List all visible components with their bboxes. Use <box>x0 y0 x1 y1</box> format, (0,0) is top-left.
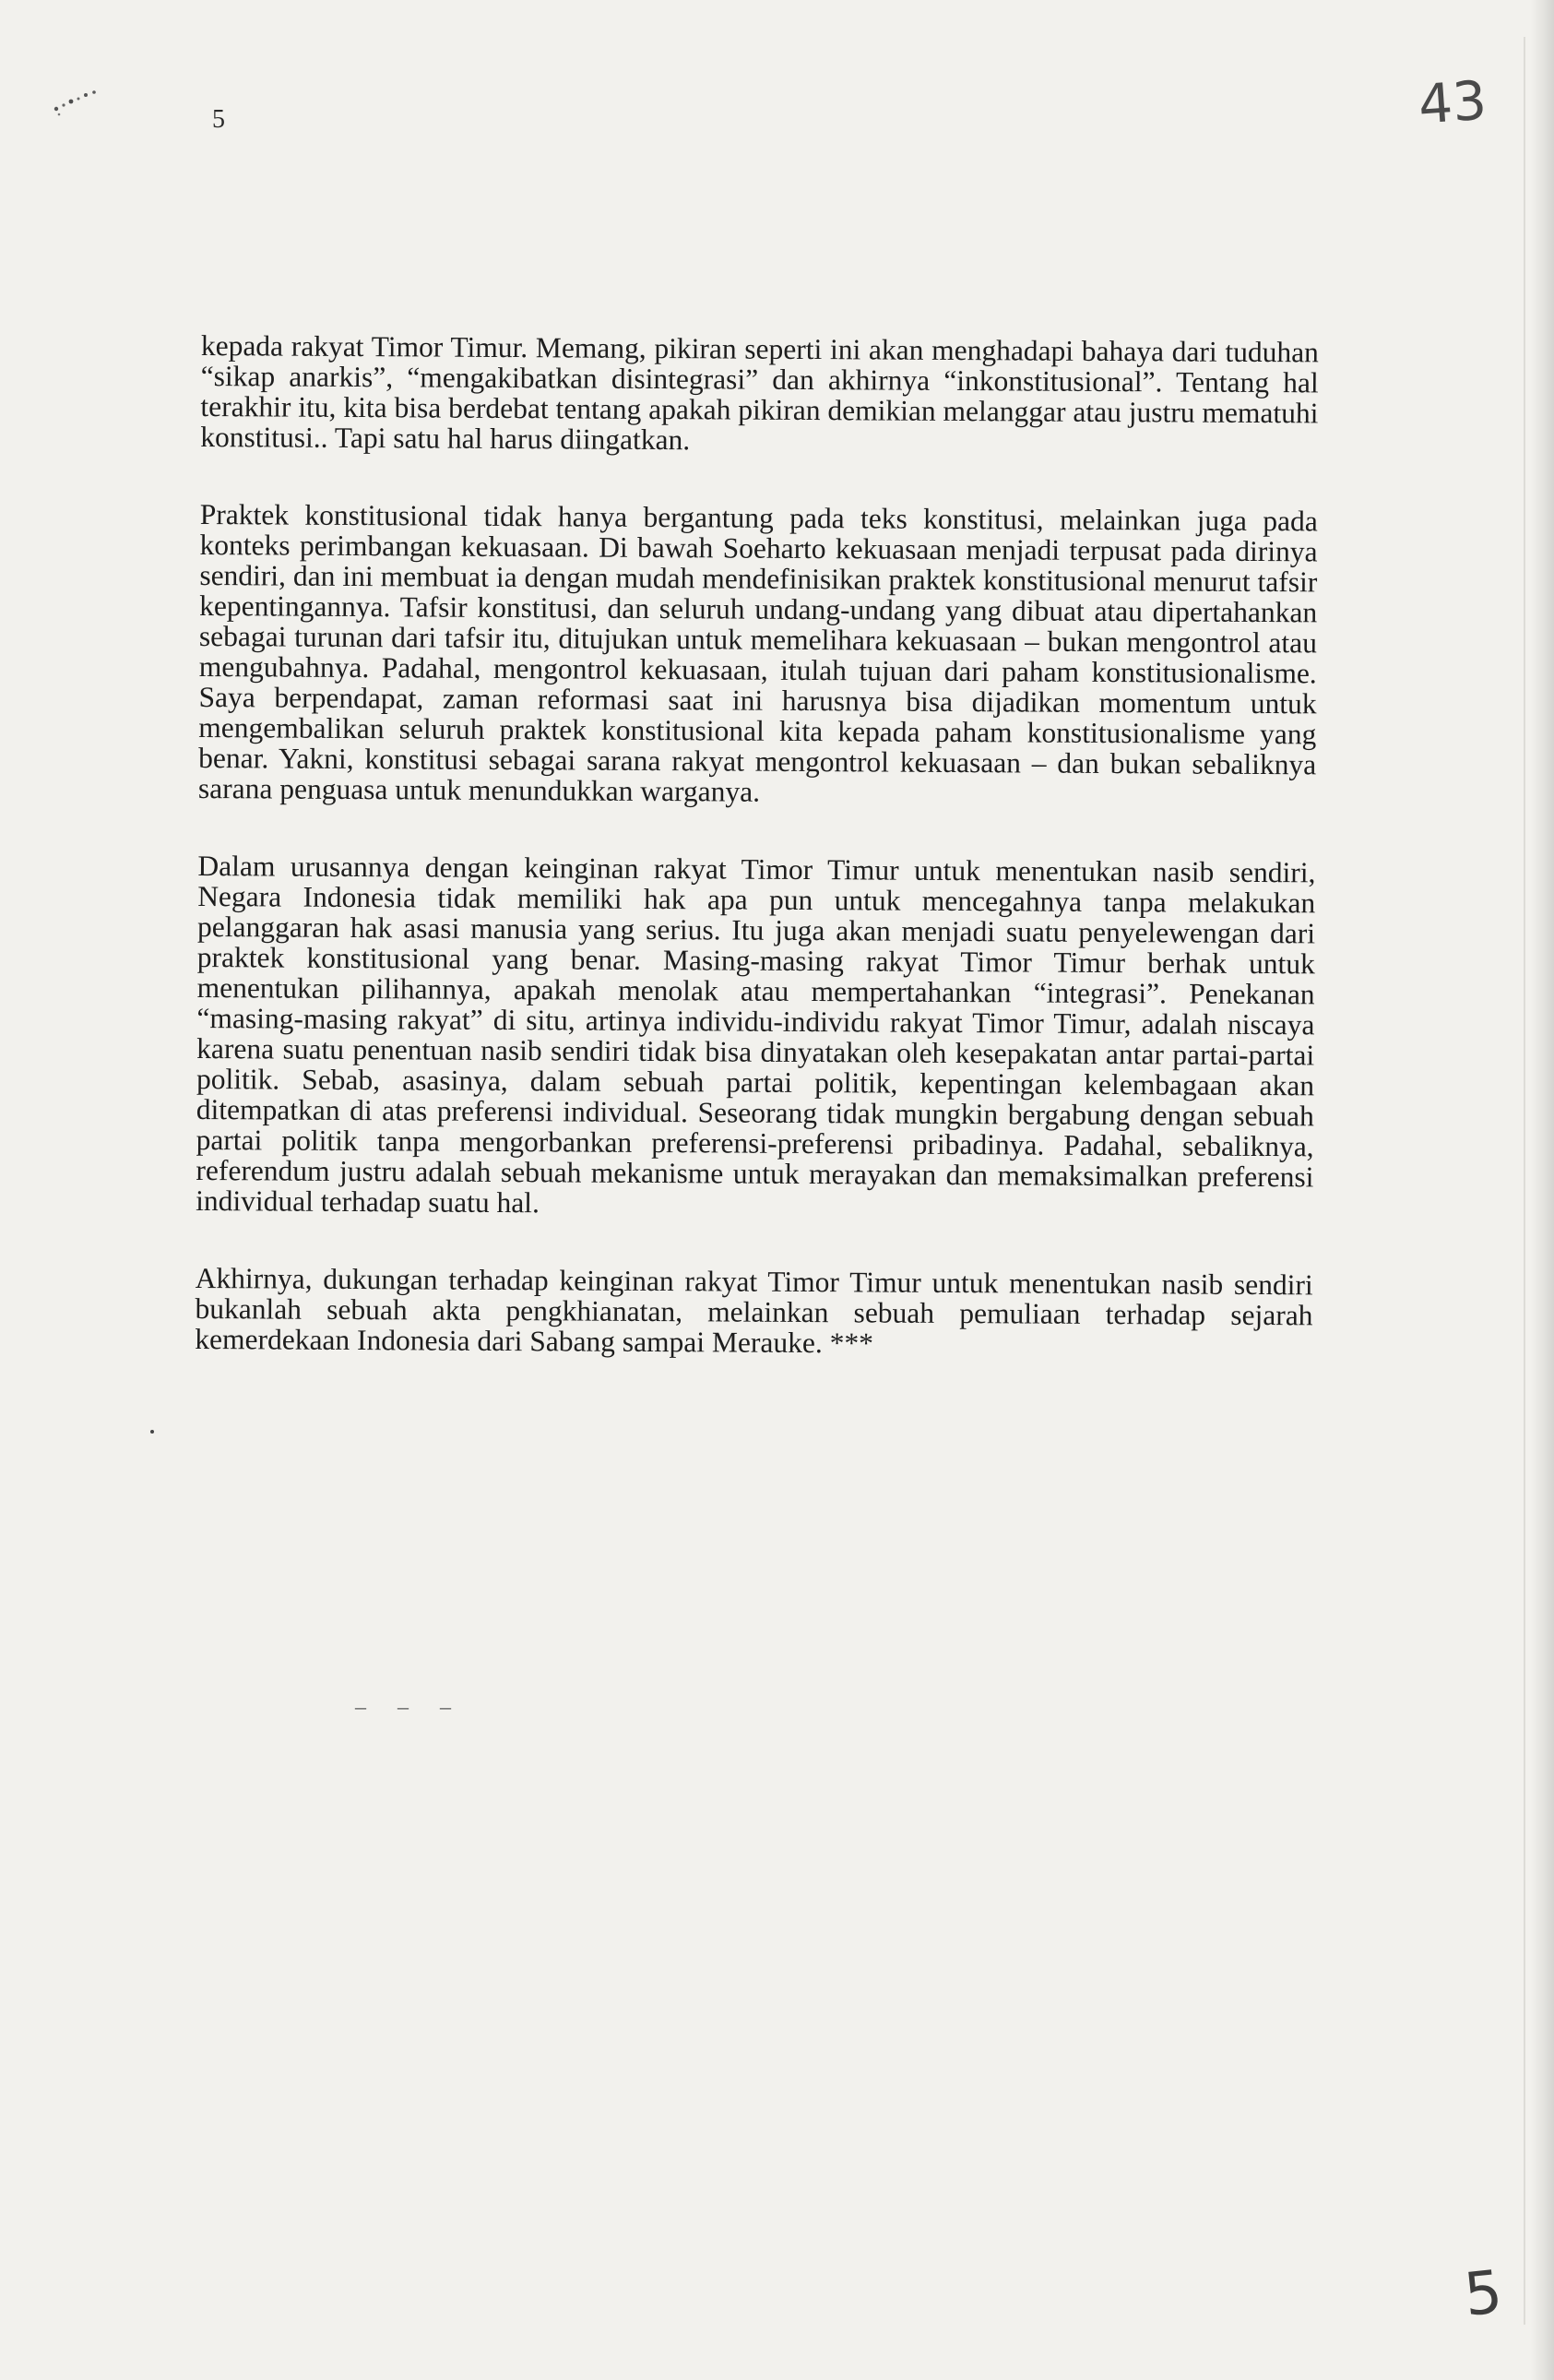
body-text <box>195 330 1319 1408</box>
paragraph-3: Dalam urusannya dengan keinginan rakyat Timor Timur untuk menentukan nasib sendiri, Negara Indonesia tidak memiliki hak apa pun untuk mencegahnya tanpa melakukan pelanggaran hak asasi manusia yang serius. Itu juga akan menjadi suatu penyelewengan dari praktek konstitusional yang benar. Masing-masing rakyat Timor Timur berhak untuk menentukan pilihannya, apakah menolak atau mempertahankan “integrasi”. Penekanan “masing-masing rakyat” di situ, artinya individu-individu rakyat Timor Timur, adalah niscaya karena suatu penentuan nasib sendiri tidak bisa dinyatakan oleh kesepakatan antar partai-partai politik. Sebab, asasinya, dalam sebuah partai politik, kepentingan kelembagaan akan ditempatkan di atas preferensi individual. Seseorang tidak mungkin bergabung dengan sebuah partai politik tanpa mengorbankan preferensi-preferensi pribadinya. Padahal, sebaliknya, referendum justru adalah sebuah mekanisme untuk merayakan dan memaksimalkan preferensi individual terhadap suatu hal. <box>196 849 1316 1220</box>
stray-dot <box>150 1430 154 1434</box>
page-number: 5 <box>212 105 225 134</box>
handwritten-folio-number: 43 <box>1416 68 1489 137</box>
page-edge-line <box>1524 37 1525 2325</box>
paragraph-4: Akhirnya, dukungan terhadap keinginan rakyat Timor Timur untuk menentukan nasib sendiri bukanlah sebuah akta pengkhianatan, melainkan sebuah pemuliaan terhadap sejarah kemerdekaan Indonesia dari Sabang sampai Merauke. *** <box>195 1261 1313 1360</box>
scan-specks <box>51 74 115 120</box>
handwritten-page-number: 5 <box>1461 2258 1506 2330</box>
page-edge-shadow <box>1530 0 1554 2380</box>
paragraph-2: Praktek konstitusional tidak hanya bergantung pada teks konstitusi, melainkan juga pada konteks perimbangan kekuasaan. Di bawah Soeharto kekuasaan menjadi terpusat pada dirinya sendiri, dan ini membuat ia dengan mudah mendefinisikan praktek konstitusional menurut tafsir kepentingannya. Tafsir konstitusi, dan seluruh undang-undang yang dibuat atau dipertahankan sebagai turunan dari tafsir itu, ditujukan untuk memelihara kekuasaan – bukan mengontrol atau mengubahnya. Padahal, mengontrol kekuasaan, itulah tujuan dari paham konstitusionalisme. Saya berpendapat, zaman reformasi saat ini harusnya bisa dijadikan momentum untuk mengembalikan seluruh praktek konstitusional kita kepada paham konstitusionalisme yang benar. Yakni, konstitusi sebagai sarana rakyat mengontrol kekuasaan – dan bukan sebaliknya sarana penguasa untuk menundukkan warganya. <box>197 497 1318 808</box>
footer-dash-mark: – – – <box>355 1696 464 1720</box>
paragraph-1: kepada rakyat Timor Timur. Memang, pikiran seperti ini akan menghadapi bahaya dari tuduhan “sikap anarkis”, “mengakibatkan disintegrasi” dan akhirnya “inkonstitusional”. Tentang hal terakhir itu, kita bisa berdebat tentang apakah pikiran demikian melanggar atau justru mematuhi konstitusi.. Tapi satu hal harus diingatkan. <box>200 329 1319 457</box>
